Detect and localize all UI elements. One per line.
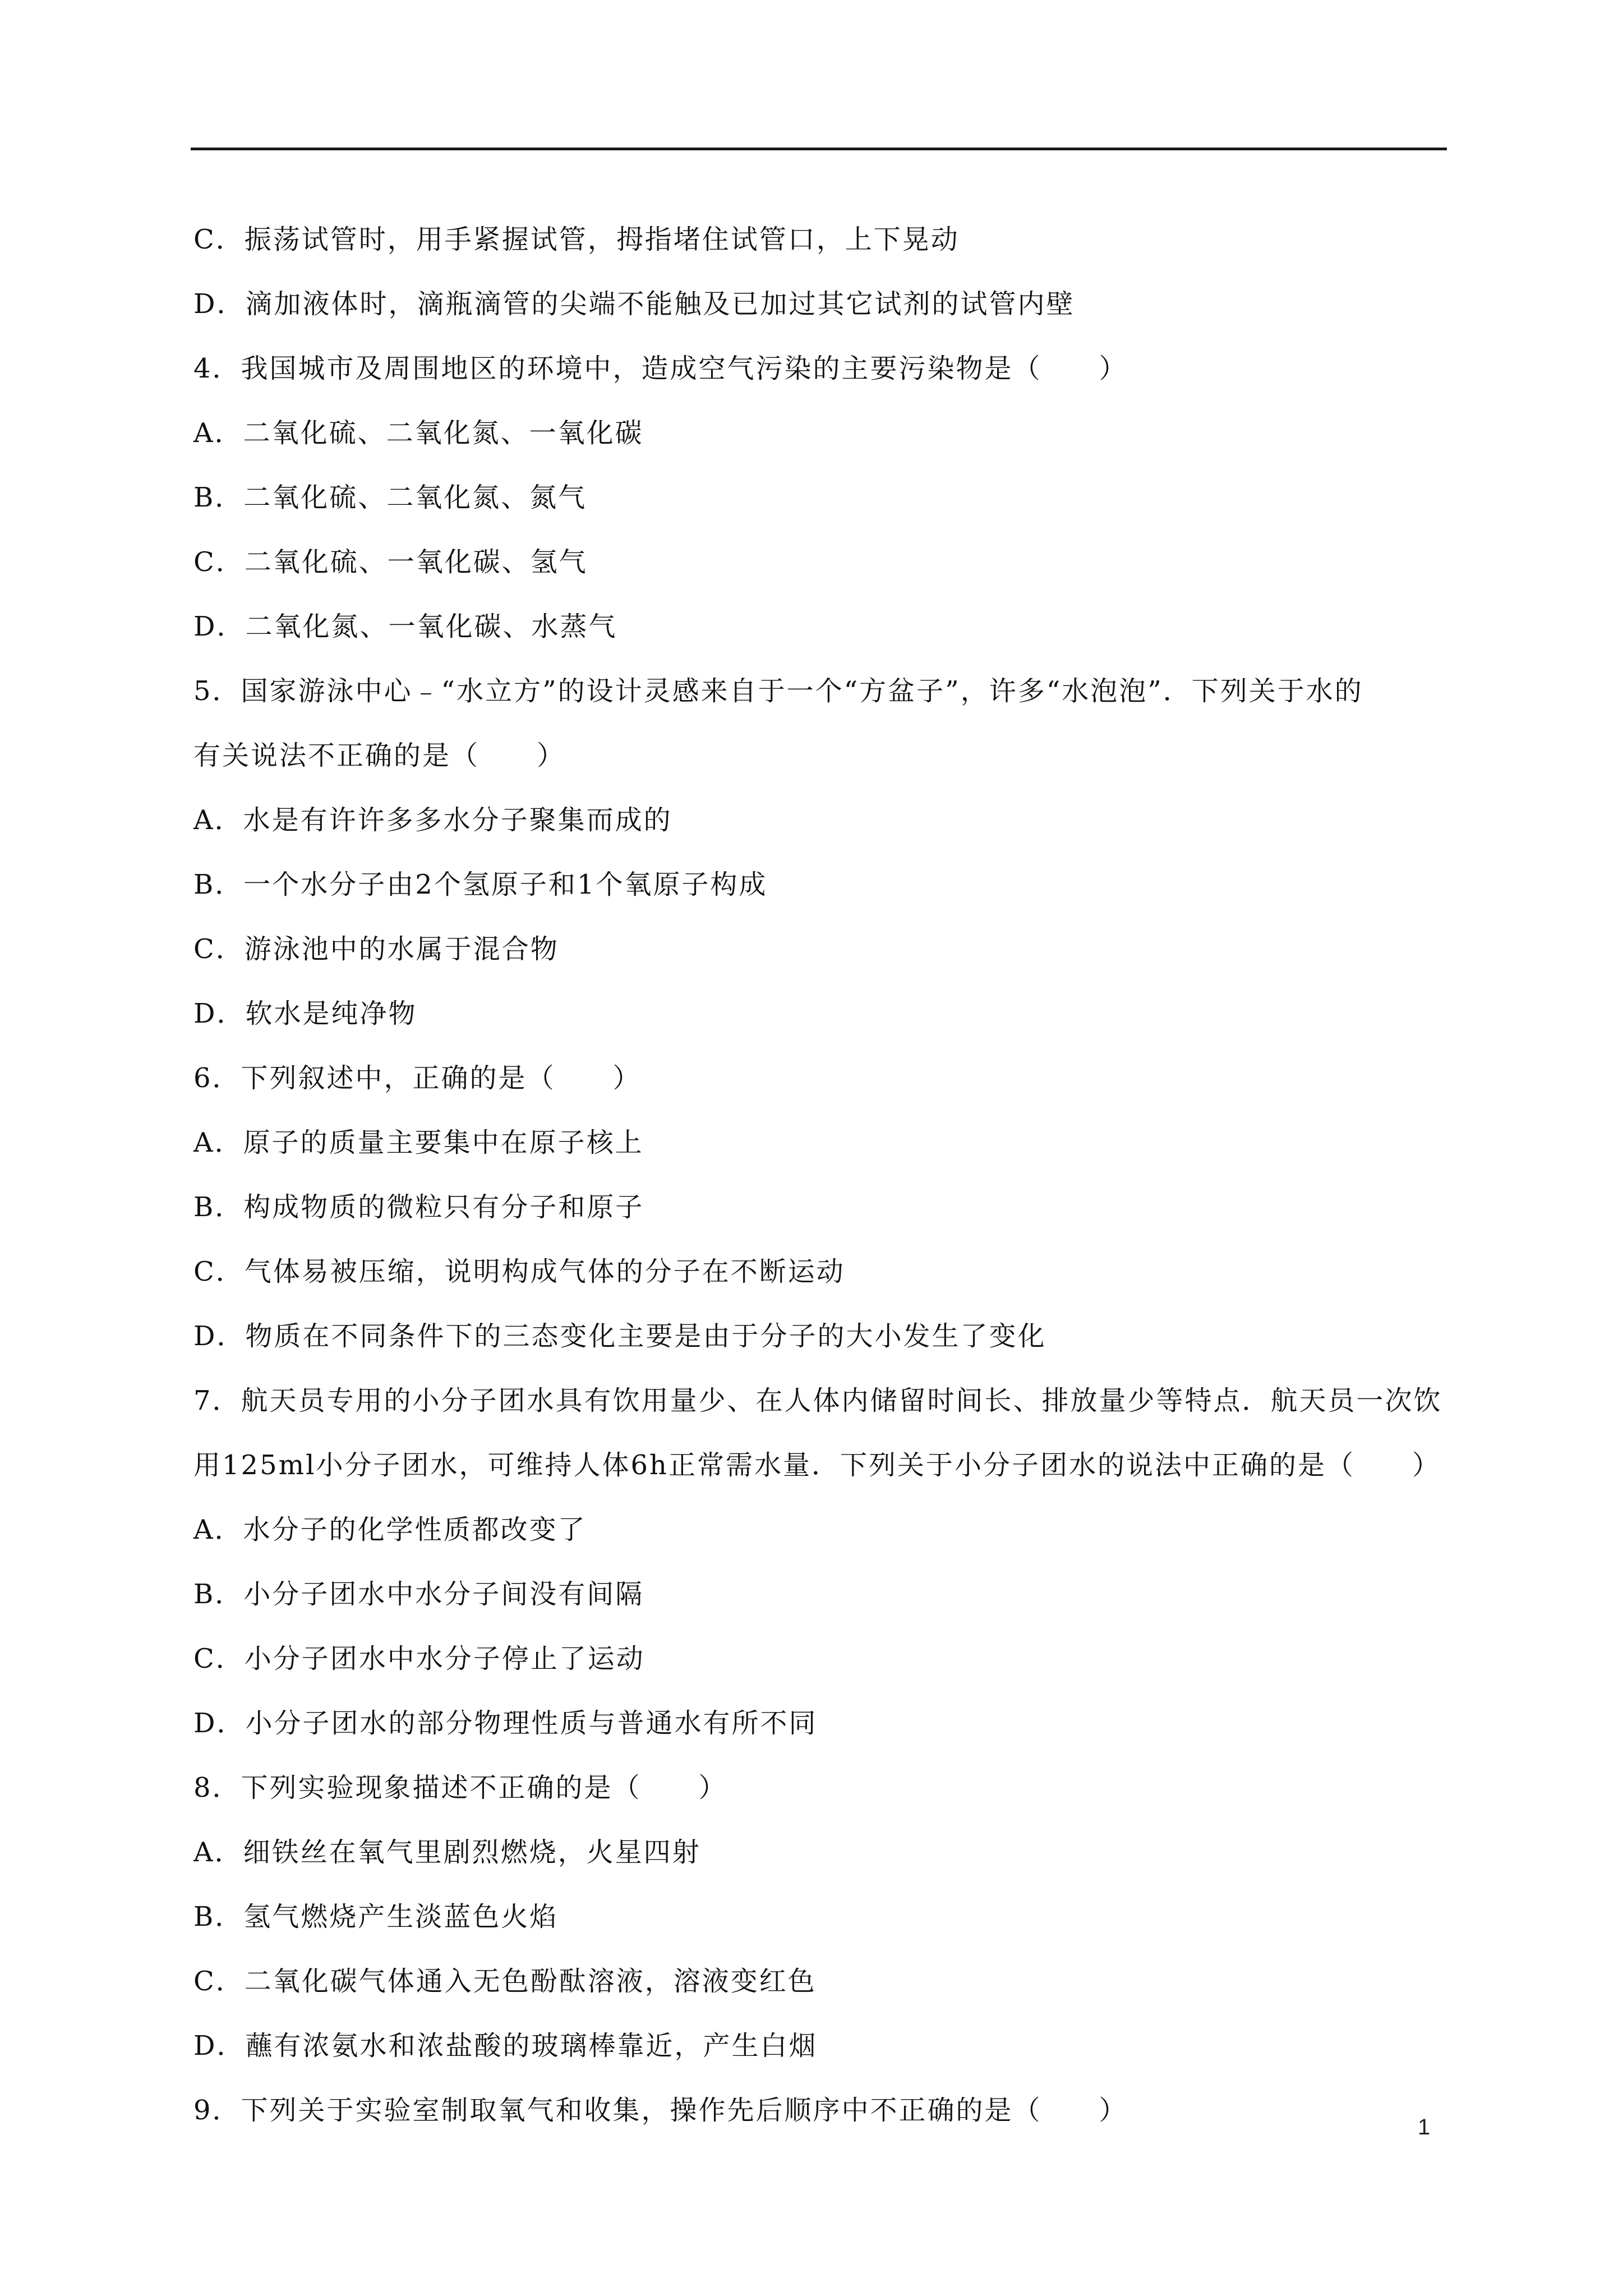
- header-rule: [191, 148, 1447, 150]
- question-7-option-a: A．水分子的化学性质都改变了: [193, 1514, 587, 1545]
- question-4-option-c: C．二氧化硫、一氧化碳、氢气: [193, 546, 588, 578]
- question-4-option-a: A．二氧化硫、二氧化氮、一氧化碳: [193, 417, 644, 449]
- question-7-option-b: B．小分子团水中水分子间没有间隔: [193, 1579, 644, 1610]
- document-body: [193, 208, 1450, 2143]
- question-4-stem: 4．我国城市及周围地区的环境中，造成空气污染的主要污染物是（ ）: [193, 353, 1128, 384]
- question-3-option-c: C．振荡试管时，用手紧握试管，拇指堵住试管口，上下晃动: [193, 224, 960, 255]
- question-5-stem-line-2: 有关说法不正确的是（ ）: [193, 740, 566, 771]
- question-6-option-d: D．物质在不同条件下的三态变化主要是由于分子的大小发生了变化: [193, 1320, 1046, 1352]
- question-5-option-c: C．游泳池中的水属于混合物: [193, 933, 559, 965]
- question-8-option-d: D．蘸有浓氨水和浓盐酸的玻璃棒靠近，产生白烟: [193, 2030, 818, 2062]
- question-5-option-a: A．水是有许许多多水分子聚集而成的: [193, 804, 672, 836]
- question-5-option-d: D．软水是纯净物: [193, 998, 417, 1029]
- question-8-option-c: C．二氧化碳气体通入无色酚酞溶液，溶液变红色: [193, 1966, 817, 1997]
- question-7-stem-line-1: 7．航天员专用的小分子团水具有饮用量少、在人体内储留时间长、排放量少等特点．航天员一次饮: [193, 1385, 1442, 1416]
- question-9-stem: 9．下列关于实验室制取氧气和收集，操作先后顺序中不正确的是（ ）: [193, 2095, 1128, 2126]
- question-6-option-b: B．构成物质的微粒只有分子和原子: [193, 1191, 644, 1223]
- question-8-stem: 8．下列实验现象描述不正确的是（ ）: [193, 1772, 727, 1803]
- question-5-option-b: B．一个水分子由2个氢原子和1个氧原子构成: [193, 869, 768, 900]
- question-3-option-d: D．滴加液体时，滴瓶滴管的尖端不能触及已加过其它试剂的试管内壁: [193, 288, 1075, 320]
- question-6-option-c: C．气体易被压缩，说明构成气体的分子在不断运动: [193, 1256, 845, 1287]
- question-6-stem: 6．下列叙述中，正确的是（ ）: [193, 1062, 642, 1094]
- question-5-stem-line-1: 5．国家游泳中心﹣“水立方”的设计灵感来自于一个“方盆子”，许多“水泡泡”．下列关于水的: [193, 675, 1363, 707]
- question-6-option-a: A．原子的质量主要集中在原子核上: [193, 1127, 644, 1158]
- question-8-option-b: B．氢气燃烧产生淡蓝色火焰: [193, 1901, 559, 1932]
- page-number: 1: [1418, 2115, 1431, 2139]
- question-7-stem-line-2: 用125ml小分子团水，可维持人体6h正常需水量．下列关于小分子团水的说法中正确的是（ ）: [193, 1450, 1441, 1481]
- question-4-option-d: D．二氧化氮、一氧化碳、水蒸气: [193, 611, 617, 642]
- question-7-option-c: C．小分子团水中水分子停止了运动: [193, 1643, 645, 1674]
- question-7-option-d: D．小分子团水的部分物理性质与普通水有所不同: [193, 1708, 818, 1739]
- question-8-option-a: A．细铁丝在氧气里剧烈燃烧，火星四射: [193, 1837, 701, 1868]
- question-4-option-b: B．二氧化硫、二氧化氮、氮气: [193, 482, 587, 513]
